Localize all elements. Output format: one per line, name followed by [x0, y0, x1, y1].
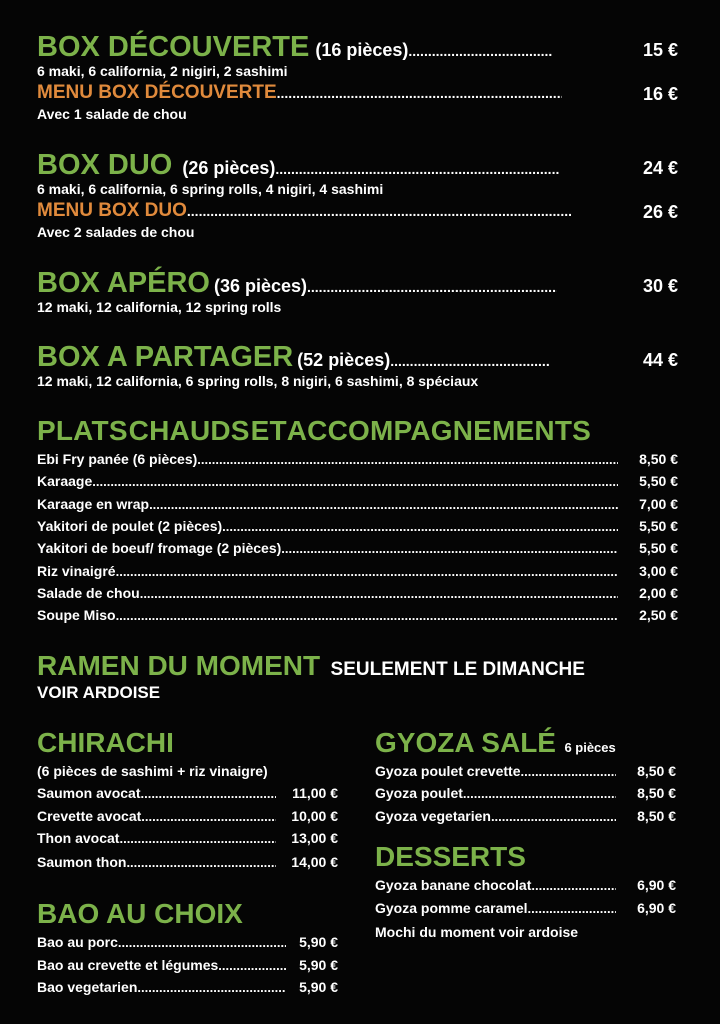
gyoza-heading [375, 727, 616, 759]
box-partager-title: BOX A PARTAGER [37, 341, 294, 373]
dot-leader [281, 541, 618, 556]
item-price: 5,90 € [299, 957, 338, 973]
box-duo-title: BOX DUO [37, 149, 173, 181]
menu-box-decouverte-desc: Avec 1 salade de chou [37, 106, 187, 122]
dot-leader [141, 809, 276, 824]
box-apero-pieces: (36 pièces) [213, 276, 308, 296]
list-item [37, 785, 338, 805]
dot-leader [390, 353, 550, 369]
dot-leader [149, 497, 618, 512]
item-name: Yakitori de poulet (2 pièces) [37, 518, 223, 534]
item-name: Gyoza pomme caramel [375, 900, 528, 916]
box-decouverte-line [37, 32, 677, 62]
dot-leader [531, 878, 616, 893]
list-item [37, 854, 338, 874]
desserts-title: DESSERTS [375, 841, 526, 872]
dot-leader [528, 901, 616, 916]
list-item [37, 496, 678, 516]
box-apero-title: BOX APÉRO [37, 267, 210, 299]
box-decouverte-pieces: (16 pièces) [315, 40, 409, 60]
list-item [37, 451, 678, 471]
item-price: 6,90 € [637, 900, 676, 916]
dot-leader [277, 85, 562, 101]
item-price: 6,90 € [637, 877, 676, 893]
item-price: 11,00 € [292, 785, 338, 801]
ramen-sub: VOIR ARDOISE [37, 683, 161, 702]
list-item [37, 518, 678, 538]
box-apero-desc: 12 maki, 12 california, 12 spring rolls [37, 299, 282, 315]
item-price: 5,90 € [299, 979, 338, 995]
ramen-heading [37, 650, 585, 682]
list-item [375, 808, 676, 828]
dot-leader [118, 935, 286, 950]
dot-leader [463, 786, 616, 801]
gyoza-title: GYOZA SALÉ [375, 727, 556, 758]
dot-leader [307, 279, 557, 295]
item-price: 8,50 € [637, 763, 676, 779]
item-price: 10,00 € [291, 808, 338, 824]
dot-leader [275, 161, 560, 177]
list-item [375, 900, 676, 920]
bao-title: BAO AU CHOIX [37, 898, 243, 929]
item-name: Bao au porc [37, 934, 118, 950]
box-partager-pieces: (52 pièces) [297, 350, 391, 370]
item-price: 5,90 € [299, 934, 338, 950]
item-name: Ebi Fry panée (6 pièces) [37, 451, 198, 467]
menu-box-duo-desc: Avec 2 salades de chou [37, 224, 195, 240]
dot-leader [222, 519, 618, 534]
dot-leader [218, 958, 286, 973]
item-name: Gyoza poulet [375, 785, 463, 801]
item-name: Salade de chou [37, 585, 140, 601]
list-item [37, 607, 678, 627]
item-price: 5,50 € [639, 518, 678, 534]
item-name: Soupe Miso [37, 607, 116, 623]
list-item [37, 585, 678, 605]
item-name: Riz vinaigré [37, 563, 116, 579]
item-name: Bao vegetarien [37, 979, 138, 995]
item-price: 7,00 € [639, 496, 678, 512]
list-item [375, 763, 676, 783]
box-partager-desc: 12 maki, 12 california, 6 spring rolls, 8 nigiri, 6 sashimi, 8 spéciaux [37, 373, 479, 389]
item-price: 8,50 € [637, 785, 676, 801]
menu-box-duo-title: MENU BOX DUO [37, 200, 187, 221]
item-name: Gyoza poulet crevette [375, 763, 521, 779]
desserts-note: Mochi du moment voir ardoise [375, 924, 579, 940]
list-item [37, 540, 678, 560]
item-name: Yakitori de boeuf/ fromage (2 pièces) [37, 540, 282, 556]
box-duo-pieces: (26 pièces) [182, 158, 276, 178]
dot-leader [197, 452, 618, 467]
menu-box-decouverte-price: 16 € [642, 84, 678, 104]
list-item [375, 785, 676, 805]
dot-leader [187, 203, 571, 219]
box-duo-desc: 6 maki, 6 california, 6 spring rolls, 4 nigiri, 4 sashimi [37, 181, 384, 197]
gyoza-pieces: 6 pièces [564, 740, 616, 755]
box-decouverte-price: 15 € [642, 40, 678, 60]
list-item [37, 957, 338, 977]
menu-box-duo-price: 26 € [642, 202, 678, 222]
ramen-note: SEULEMENT LE DIMANCHE [330, 659, 585, 680]
dot-leader [126, 855, 276, 870]
item-price: 8,50 € [639, 451, 678, 467]
item-price: 5,50 € [639, 540, 678, 556]
dot-leader [408, 43, 553, 59]
item-price: 14,00 € [291, 854, 338, 870]
menu-box-duo-line [37, 199, 677, 225]
box-partager-price: 44 € [642, 350, 678, 370]
box-apero-line [37, 268, 677, 298]
list-item [37, 473, 678, 493]
box-decouverte-desc: 6 maki, 6 california, 2 nigiri, 2 sashimi [37, 63, 288, 79]
box-decouverte-title: BOX DÉCOUVERTE [37, 31, 310, 63]
dot-leader [521, 764, 617, 779]
item-price: 2,50 € [639, 607, 678, 623]
box-apero-price: 30 € [642, 276, 678, 296]
plats-section-title: PLATS CHAUDS ET ACCOMPAGNEMENTS [37, 415, 592, 446]
item-name: Karaage [37, 473, 93, 489]
dot-leader [92, 474, 618, 489]
dot-leader [140, 586, 618, 601]
box-partager-line [37, 342, 677, 372]
list-item [37, 563, 678, 583]
list-item [375, 877, 676, 897]
item-name: Crevette avocat [37, 808, 142, 824]
item-price: 2,00 € [639, 585, 678, 601]
item-price: 8,50 € [637, 808, 676, 824]
item-name: Thon avocat [37, 830, 120, 846]
list-item [37, 830, 338, 850]
chirachi-title: CHIRACHI [37, 727, 174, 758]
item-name: Saumon avocat [37, 785, 141, 801]
item-price: 13,00 € [291, 830, 338, 846]
item-name: Bao au crevette et légumes [37, 957, 219, 973]
item-name: Karaage en wrap [37, 496, 150, 512]
dot-leader [137, 980, 286, 995]
box-duo-price: 24 € [642, 158, 678, 178]
dot-leader [116, 608, 618, 623]
menu-box-decouverte-line [37, 81, 677, 107]
dot-leader [116, 564, 618, 579]
list-item [37, 979, 338, 999]
dot-leader [119, 831, 276, 846]
chirachi-subtitle: (6 pièces de sashimi + riz vinaigre) [37, 763, 268, 779]
item-name: Gyoza banane chocolat [375, 877, 532, 893]
menu-box-decouverte-title: MENU BOX DÉCOUVERTE [37, 82, 277, 103]
ramen-title: RAMEN DU MOMENT [37, 650, 321, 681]
item-name: Saumon thon [37, 854, 127, 870]
dot-leader [491, 809, 616, 824]
item-price: 3,00 € [639, 563, 678, 579]
list-item [37, 934, 338, 954]
list-item [37, 808, 338, 828]
item-name: Gyoza vegetarien [375, 808, 491, 824]
item-price: 5,50 € [639, 473, 678, 489]
box-duo-line [37, 150, 677, 180]
dot-leader [140, 786, 276, 801]
